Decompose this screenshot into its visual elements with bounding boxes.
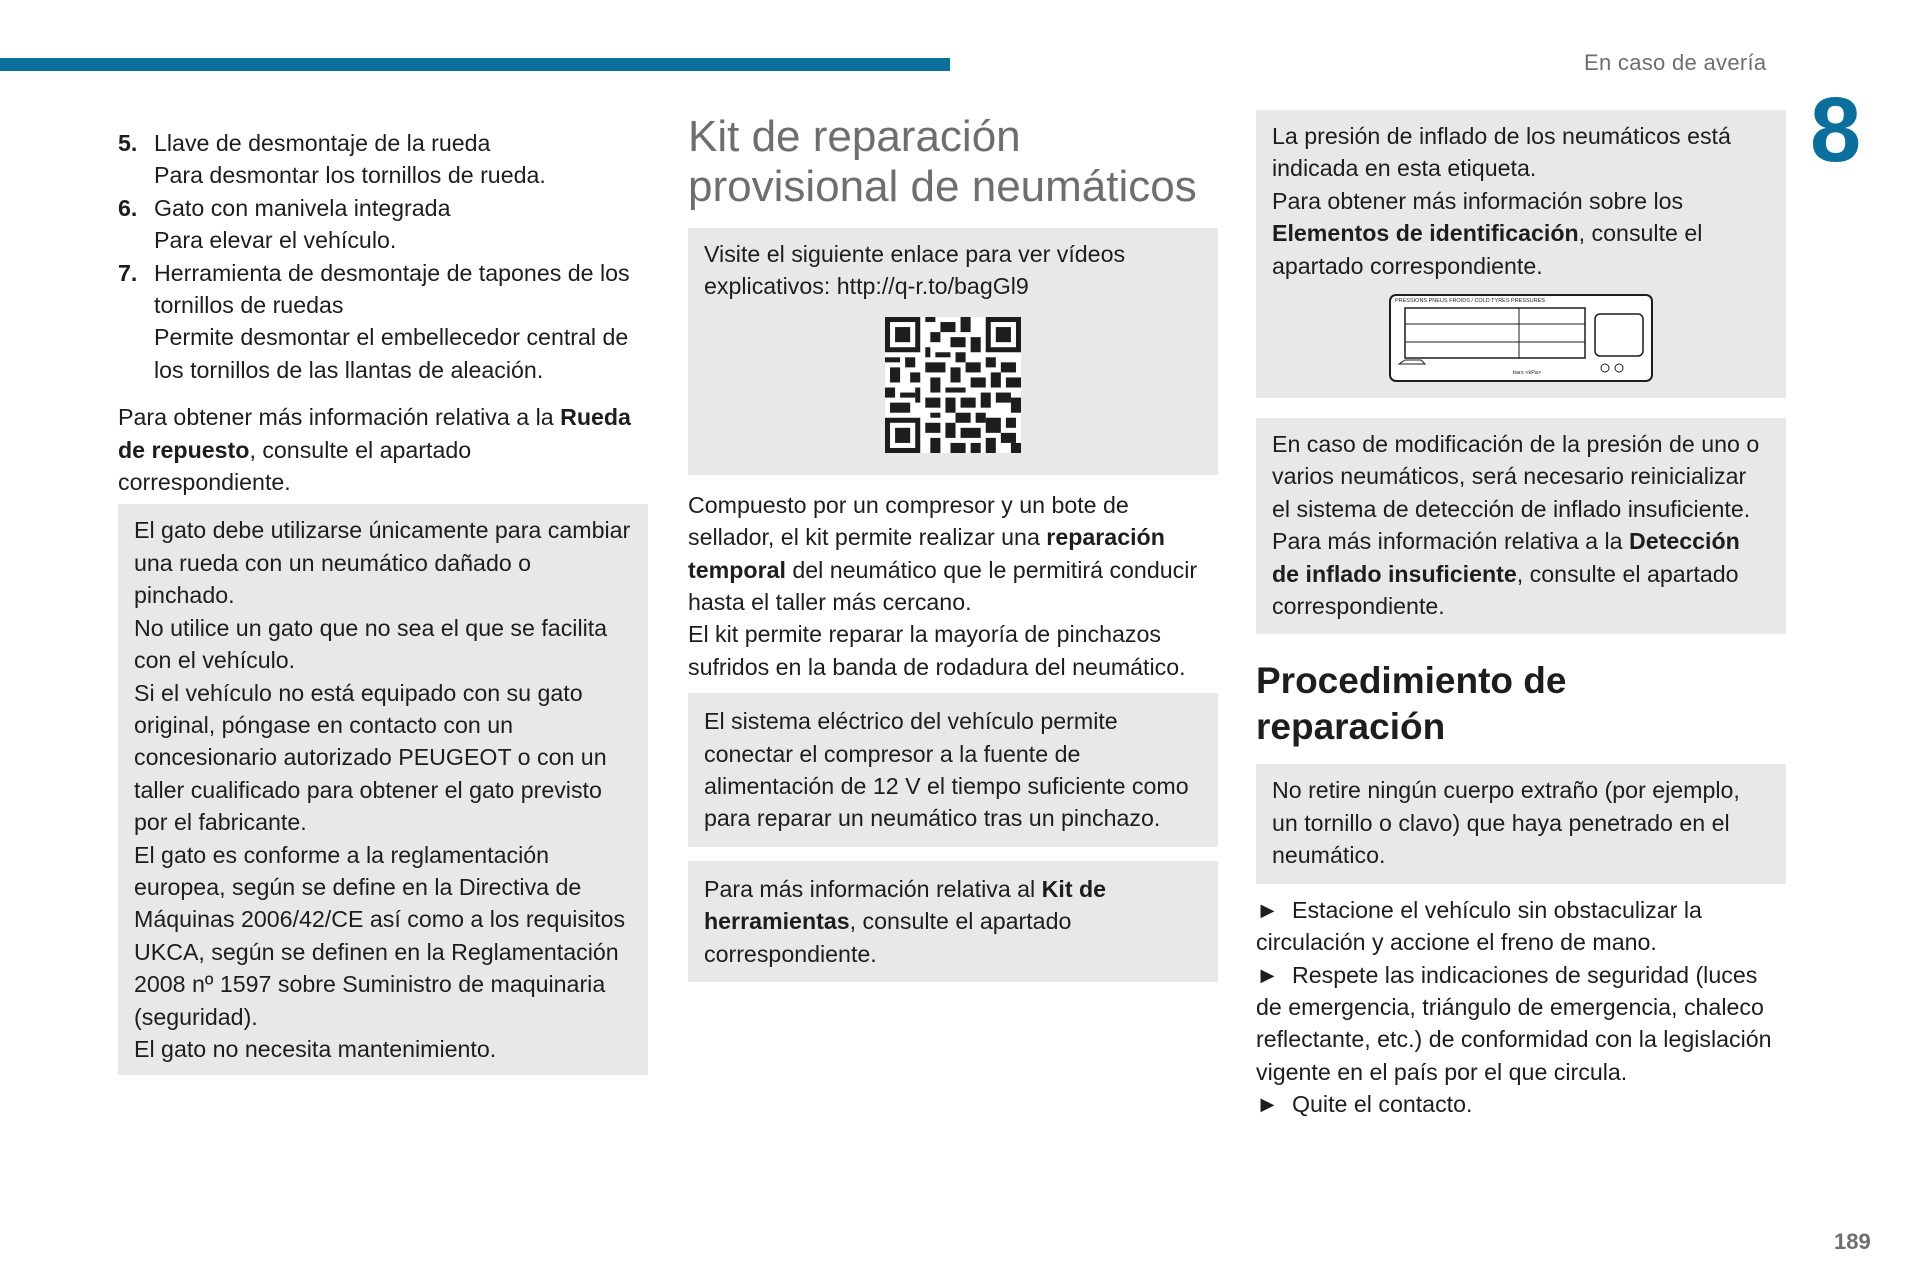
list-item xyxy=(118,192,648,257)
info-text: La presión de inflado de los neumáticos está indicada en esta etiqueta. xyxy=(1272,123,1731,182)
warning-line: No utilice un gato que no sea el que se facilita con el vehículo. xyxy=(134,614,608,674)
toolkit-info-box xyxy=(688,861,1218,982)
tyre-pressure-label-diagram xyxy=(1389,294,1653,382)
info-text: Para más información relativa al xyxy=(704,875,1042,902)
info-bold-text: Kit de herramientas xyxy=(704,875,1107,935)
qr-code xyxy=(885,317,1021,453)
procedure-step xyxy=(1256,1088,1786,1120)
jack-warning-box xyxy=(118,504,648,1075)
list-item-number: 5. xyxy=(118,130,138,156)
heading-line: Kit de reparación xyxy=(688,112,1021,161)
paragraph-text: del neumático que le permitirá conducir hasta el taller más cercano. xyxy=(688,556,1198,616)
page-number: 189 xyxy=(1834,1229,1871,1254)
foreign-object-warning-box xyxy=(1256,764,1786,883)
kit-heading xyxy=(688,112,1218,212)
warning-line xyxy=(1272,525,1770,622)
list-item xyxy=(118,127,648,192)
list-item-title: Herramienta de desmontaje de tapones de los tornillos de ruedas xyxy=(154,259,630,319)
paragraph-text: , consulte el apartado correspondiente. xyxy=(118,436,472,496)
warning-text: El gato debe utilizarse únicamente para cambiar una rueda con un neumático dañado o pinchado. xyxy=(134,517,631,609)
list-item-number: 6. xyxy=(118,194,138,221)
step-text: Quite el contacto. xyxy=(1292,1091,1473,1118)
column-1 xyxy=(118,127,648,1075)
repair-procedure-heading xyxy=(1256,658,1786,750)
arrow-bullet-icon: ► xyxy=(1256,961,1279,988)
compressor-info-box xyxy=(688,693,1218,847)
procedure-steps xyxy=(1256,894,1786,1121)
procedure-step xyxy=(1256,894,1786,959)
label-header-text: PRESSIONS PNEUS FROIDS / COLD TYRES PRESSURES xyxy=(1395,298,1545,305)
step-text: Respete las indicaciones de seguridad (luces de emergencia, triángulo de emergencia, chaleco reflectante, etc.) de conformidad con la legislación vigente en el país por el que circula. xyxy=(1256,961,1772,1085)
video-info-box xyxy=(688,228,1218,475)
spare-wheel-paragraph xyxy=(118,401,648,498)
warning-text: Para más información relativa a la xyxy=(1272,528,1629,555)
list-item-description: Para elevar el vehículo. xyxy=(154,227,397,254)
paragraph-text: Compuesto por un compresor y un bote de sellador, el kit permite realizar una xyxy=(688,491,1129,551)
arrow-bullet-icon: ► xyxy=(1256,1091,1279,1118)
kit-repair-paragraph: El kit permite reparar la mayoría de pinchazos sufridos en la banda de rodadura del neumático. xyxy=(688,621,1186,680)
column-2 xyxy=(688,112,1218,982)
procedure-step xyxy=(1256,959,1786,1089)
info-line xyxy=(1272,185,1770,282)
step-text: Estacione el vehículo sin obstaculizar la circulación y accione el freno de mano. xyxy=(1256,896,1702,956)
list-item-title: Gato con manivela integrada xyxy=(154,194,451,221)
paragraph-bold-text: Rueda de repuesto xyxy=(118,404,631,463)
warning-text: , consulte el apartado correspondiente. xyxy=(1272,560,1739,620)
warning-line: Si el vehículo no está equipado con su gato original, póngase en contacto con un concesionario autorizado PEUGEOT o con un taller cualificado para obtener el gato previsto por el fabricante. xyxy=(134,679,607,836)
tyre-pressure-info-box xyxy=(1256,110,1786,398)
info-text: El sistema eléctrico del vehículo permite conectar el compresor a la fuente de alimentación de 12 V el tiempo suficiente como para reparar un neumático tras un pinchazo. xyxy=(704,708,1189,832)
warning-text: No retire ningún cuerpo extraño (por ejemplo, un tornillo o clavo) que haya penetrado en el neumático. xyxy=(1272,777,1740,869)
arrow-bullet-icon: ► xyxy=(1256,896,1279,923)
info-text: , consulte el apartado correspondiente. xyxy=(1272,220,1703,279)
warning-line: El gato no necesita mantenimiento. xyxy=(134,1035,497,1062)
list-item-description: Para desmontar los tornillos de rueda. xyxy=(154,162,546,189)
warning-bold-text: Detección de inflado insuficiente xyxy=(1272,528,1740,587)
list-item xyxy=(118,257,648,387)
label-units-text: bars <kPa> xyxy=(1513,370,1542,377)
list-item-number: 7. xyxy=(118,259,138,286)
paragraph-text: Para obtener más información relativa a la xyxy=(118,404,561,431)
section-title: En caso de avería xyxy=(1584,50,1767,75)
info-text: Para obtener más información sobre los xyxy=(1272,187,1684,214)
column-3 xyxy=(1256,110,1786,1121)
info-text: , consulte el apartado correspondiente. xyxy=(704,908,1072,967)
warning-text: En caso de modificación de la presión de uno o varios neumáticos, será necesario reinicializar el sistema de detección de inflado insuficiente. xyxy=(1272,431,1760,522)
heading-line: reparación xyxy=(1256,706,1446,748)
chapter-number: 8 xyxy=(1810,79,1862,181)
header-accent-bar xyxy=(0,58,950,71)
list-item-title: Llave de desmontaje de la rueda xyxy=(154,130,491,156)
heading-line: provisional de neumáticos xyxy=(688,162,1197,211)
info-text: Visite el siguiente enlace para ver vídeos explicativos: http://q-r.to/bagGl9 xyxy=(704,241,1126,300)
tool-list xyxy=(118,127,648,386)
paragraph-bold-text: reparación temporal xyxy=(688,524,1165,583)
kit-description-paragraph xyxy=(688,489,1218,619)
pressure-warning-box xyxy=(1256,418,1786,634)
list-item-description: Permite desmontar el embellecedor central de los tornillos de las llantas de aleación. xyxy=(154,324,629,383)
info-bold-text: Elementos de identificación xyxy=(1272,220,1579,247)
heading-line: Procedimiento de xyxy=(1256,660,1567,702)
warning-line: El gato es conforme a la reglamentación europea, según se define en la Directiva de Máquinas 2006/42/CE así como a los requisitos UKCA, según se definen en la Reglamentación 2008 nº 1597 sobre Suministro de maquinaria (seguridad). xyxy=(134,841,626,1030)
